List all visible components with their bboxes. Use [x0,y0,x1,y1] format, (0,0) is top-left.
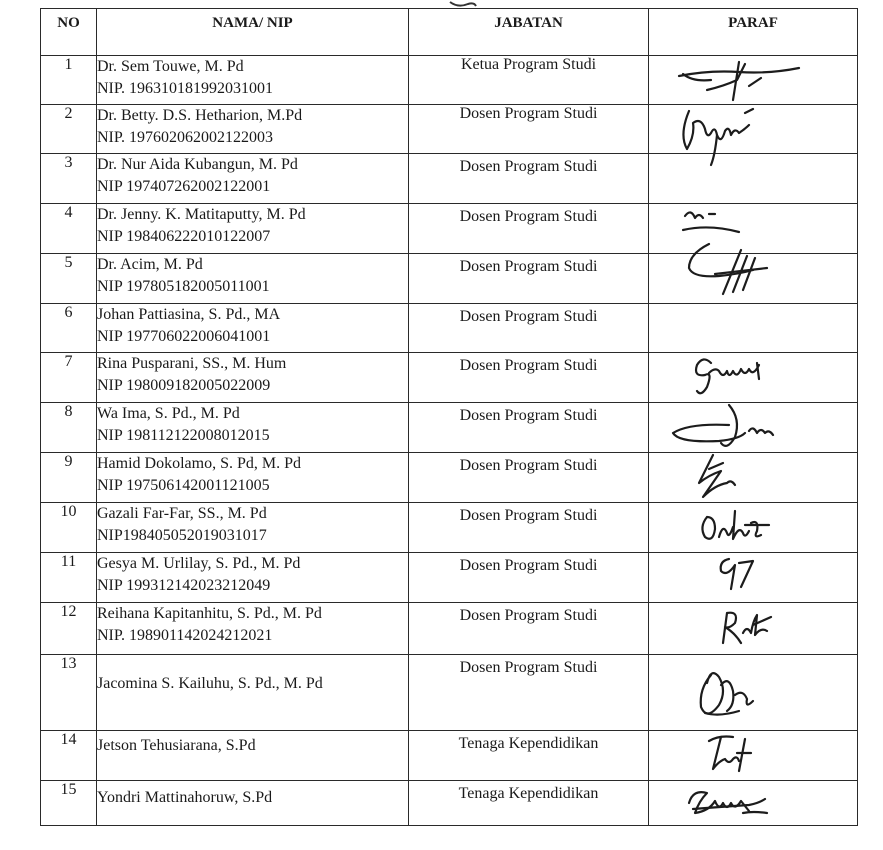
table-row [41,403,858,453]
signature-cell [649,553,858,603]
signature-cell [649,781,858,826]
staff-nip: NIP. 197602062002122003 [97,129,274,146]
table-row [41,603,858,655]
table-row [41,254,858,304]
staff-name: Jetson Tehusiarana, S.Pd [97,737,256,754]
row-number: 12 [41,603,97,655]
signature-cell [649,254,858,304]
signature-cell [649,603,858,655]
staff-name: Reihana Kapitanhitu, S. Pd., M. Pd [97,605,322,622]
header-no: NO [41,9,97,56]
table-row [41,453,858,503]
staff-name: Gazali Far-Far, SS., M. Pd [97,505,267,522]
staff-name: Yondri Mattinahoruw, S.Pd [97,789,273,806]
staff-nip: NIP 198112122008012015 [97,427,270,444]
signature-image [649,731,858,781]
table-row [41,105,858,154]
position-cell: Dosen Program Studi [409,254,649,304]
position-cell: Dosen Program Studi [409,304,649,353]
signature-cell [649,154,858,204]
name-cell [97,553,409,603]
staff-name: Dr. Jenny. K. Matitaputty, M. Pd [97,206,306,223]
row-number: 11 [41,553,97,603]
row-number: 5 [41,254,97,304]
row-number: 6 [41,304,97,353]
row-number: 14 [41,731,97,781]
table-row [41,204,858,254]
staff-name: Hamid Dokolamo, S. Pd, M. Pd [97,455,302,472]
staff-nip: NIP 198406222010122007 [97,228,271,245]
name-cell [97,453,409,503]
name-cell [97,503,409,553]
row-number: 2 [41,105,97,154]
position-cell: Dosen Program Studi [409,655,649,731]
name-cell [97,105,409,154]
signature-image [649,453,858,503]
position-cell: Dosen Program Studi [409,353,649,403]
table-row [41,731,858,781]
signature-image [649,781,858,826]
name-cell [97,655,409,731]
name-cell [97,304,409,353]
staff-name: Rina Pusparani, SS., M. Hum [97,355,287,372]
staff-nip: NIP198405052019031017 [97,527,267,544]
signature-cell [649,453,858,503]
staff-nip: NIP 197706022006041001 [97,328,271,345]
signature-image [649,353,858,403]
staff-nip: NIP. 196310181992031001 [97,80,274,97]
staff-nip: NIP. 198901142024212021 [97,627,273,644]
staff-name: Dr. Acim, M. Pd [97,256,203,273]
staff-name: Gesya M. Urlilay, S. Pd., M. Pd [97,555,301,572]
position-cell: Dosen Program Studi [409,403,649,453]
signature-image [649,56,858,105]
row-number: 15 [41,781,97,826]
table-row [41,781,858,826]
signature-cell [649,731,858,781]
name-cell [97,204,409,254]
signature-image [649,105,858,154]
name-cell [97,403,409,453]
row-number: 10 [41,503,97,553]
staff-name: Jacomina S. Kailuhu, S. Pd., M. Pd [97,675,323,692]
signature-cell [649,353,858,403]
signature-image [649,503,858,553]
position-cell: Dosen Program Studi [409,453,649,503]
row-number: 8 [41,403,97,453]
position-cell: Ketua Program Studi [409,56,649,105]
signature-image [649,403,858,453]
signature-image [649,254,858,304]
signature-image [649,655,858,731]
signature-cell [649,655,858,731]
signature-cell [649,105,858,154]
staff-nip: NIP 197506142001121005 [97,477,270,494]
position-cell: Dosen Program Studi [409,603,649,655]
row-number: 7 [41,353,97,403]
signature-cell [649,304,858,353]
staff-name: Johan Pattiasina, S. Pd., MA [97,306,281,323]
name-cell [97,353,409,403]
position-cell: Dosen Program Studi [409,105,649,154]
signature-image [649,603,858,655]
position-cell: Tenaga Kependidikan [409,781,649,826]
row-number: 9 [41,453,97,503]
staff-name: Dr. Betty. D.S. Hetharion, M.Pd [97,107,303,124]
table-row [41,655,858,731]
name-cell [97,254,409,304]
name-cell [97,781,409,826]
signature-cell [649,204,858,254]
staff-nip: NIP 197805182005011001 [97,278,270,295]
staff-name: Dr. Nur Aida Kubangun, M. Pd [97,156,298,173]
staff-nip: NIP 198009182005022009 [97,377,271,394]
signature-cell [649,56,858,105]
signature-cell [649,503,858,553]
table-row [41,353,858,403]
table-row [41,304,858,353]
name-cell [97,731,409,781]
table-row [41,154,858,204]
signature-cell [649,403,858,453]
row-number: 3 [41,154,97,204]
position-cell: Dosen Program Studi [409,154,649,204]
header-nama: NAMA/ NIP [97,9,409,56]
staff-nip: NIP 199312142023212049 [97,577,271,594]
name-cell [97,603,409,655]
staff-name: Dr. Sem Touwe, M. Pd [97,58,244,75]
signature-image [649,204,858,254]
staff-nip: NIP 197407262002122001 [97,178,271,195]
position-cell: Dosen Program Studi [409,503,649,553]
table-row [41,553,858,603]
staff-name: Wa Ima, S. Pd., M. Pd [97,405,240,422]
row-number: 4 [41,204,97,254]
position-cell: Tenaga Kependidikan [409,731,649,781]
name-cell [97,154,409,204]
row-number: 1 [41,56,97,105]
signature-image [649,553,858,603]
row-number: 13 [41,655,97,731]
header-paraf: PARAF [649,9,858,56]
position-cell: Dosen Program Studi [409,204,649,254]
signature-table [40,8,858,826]
table-row [41,56,858,105]
name-cell [97,56,409,105]
table-row [41,503,858,553]
table-header-row [41,9,858,56]
header-jabatan: JABATAN [409,9,649,56]
position-cell: Dosen Program Studi [409,553,649,603]
